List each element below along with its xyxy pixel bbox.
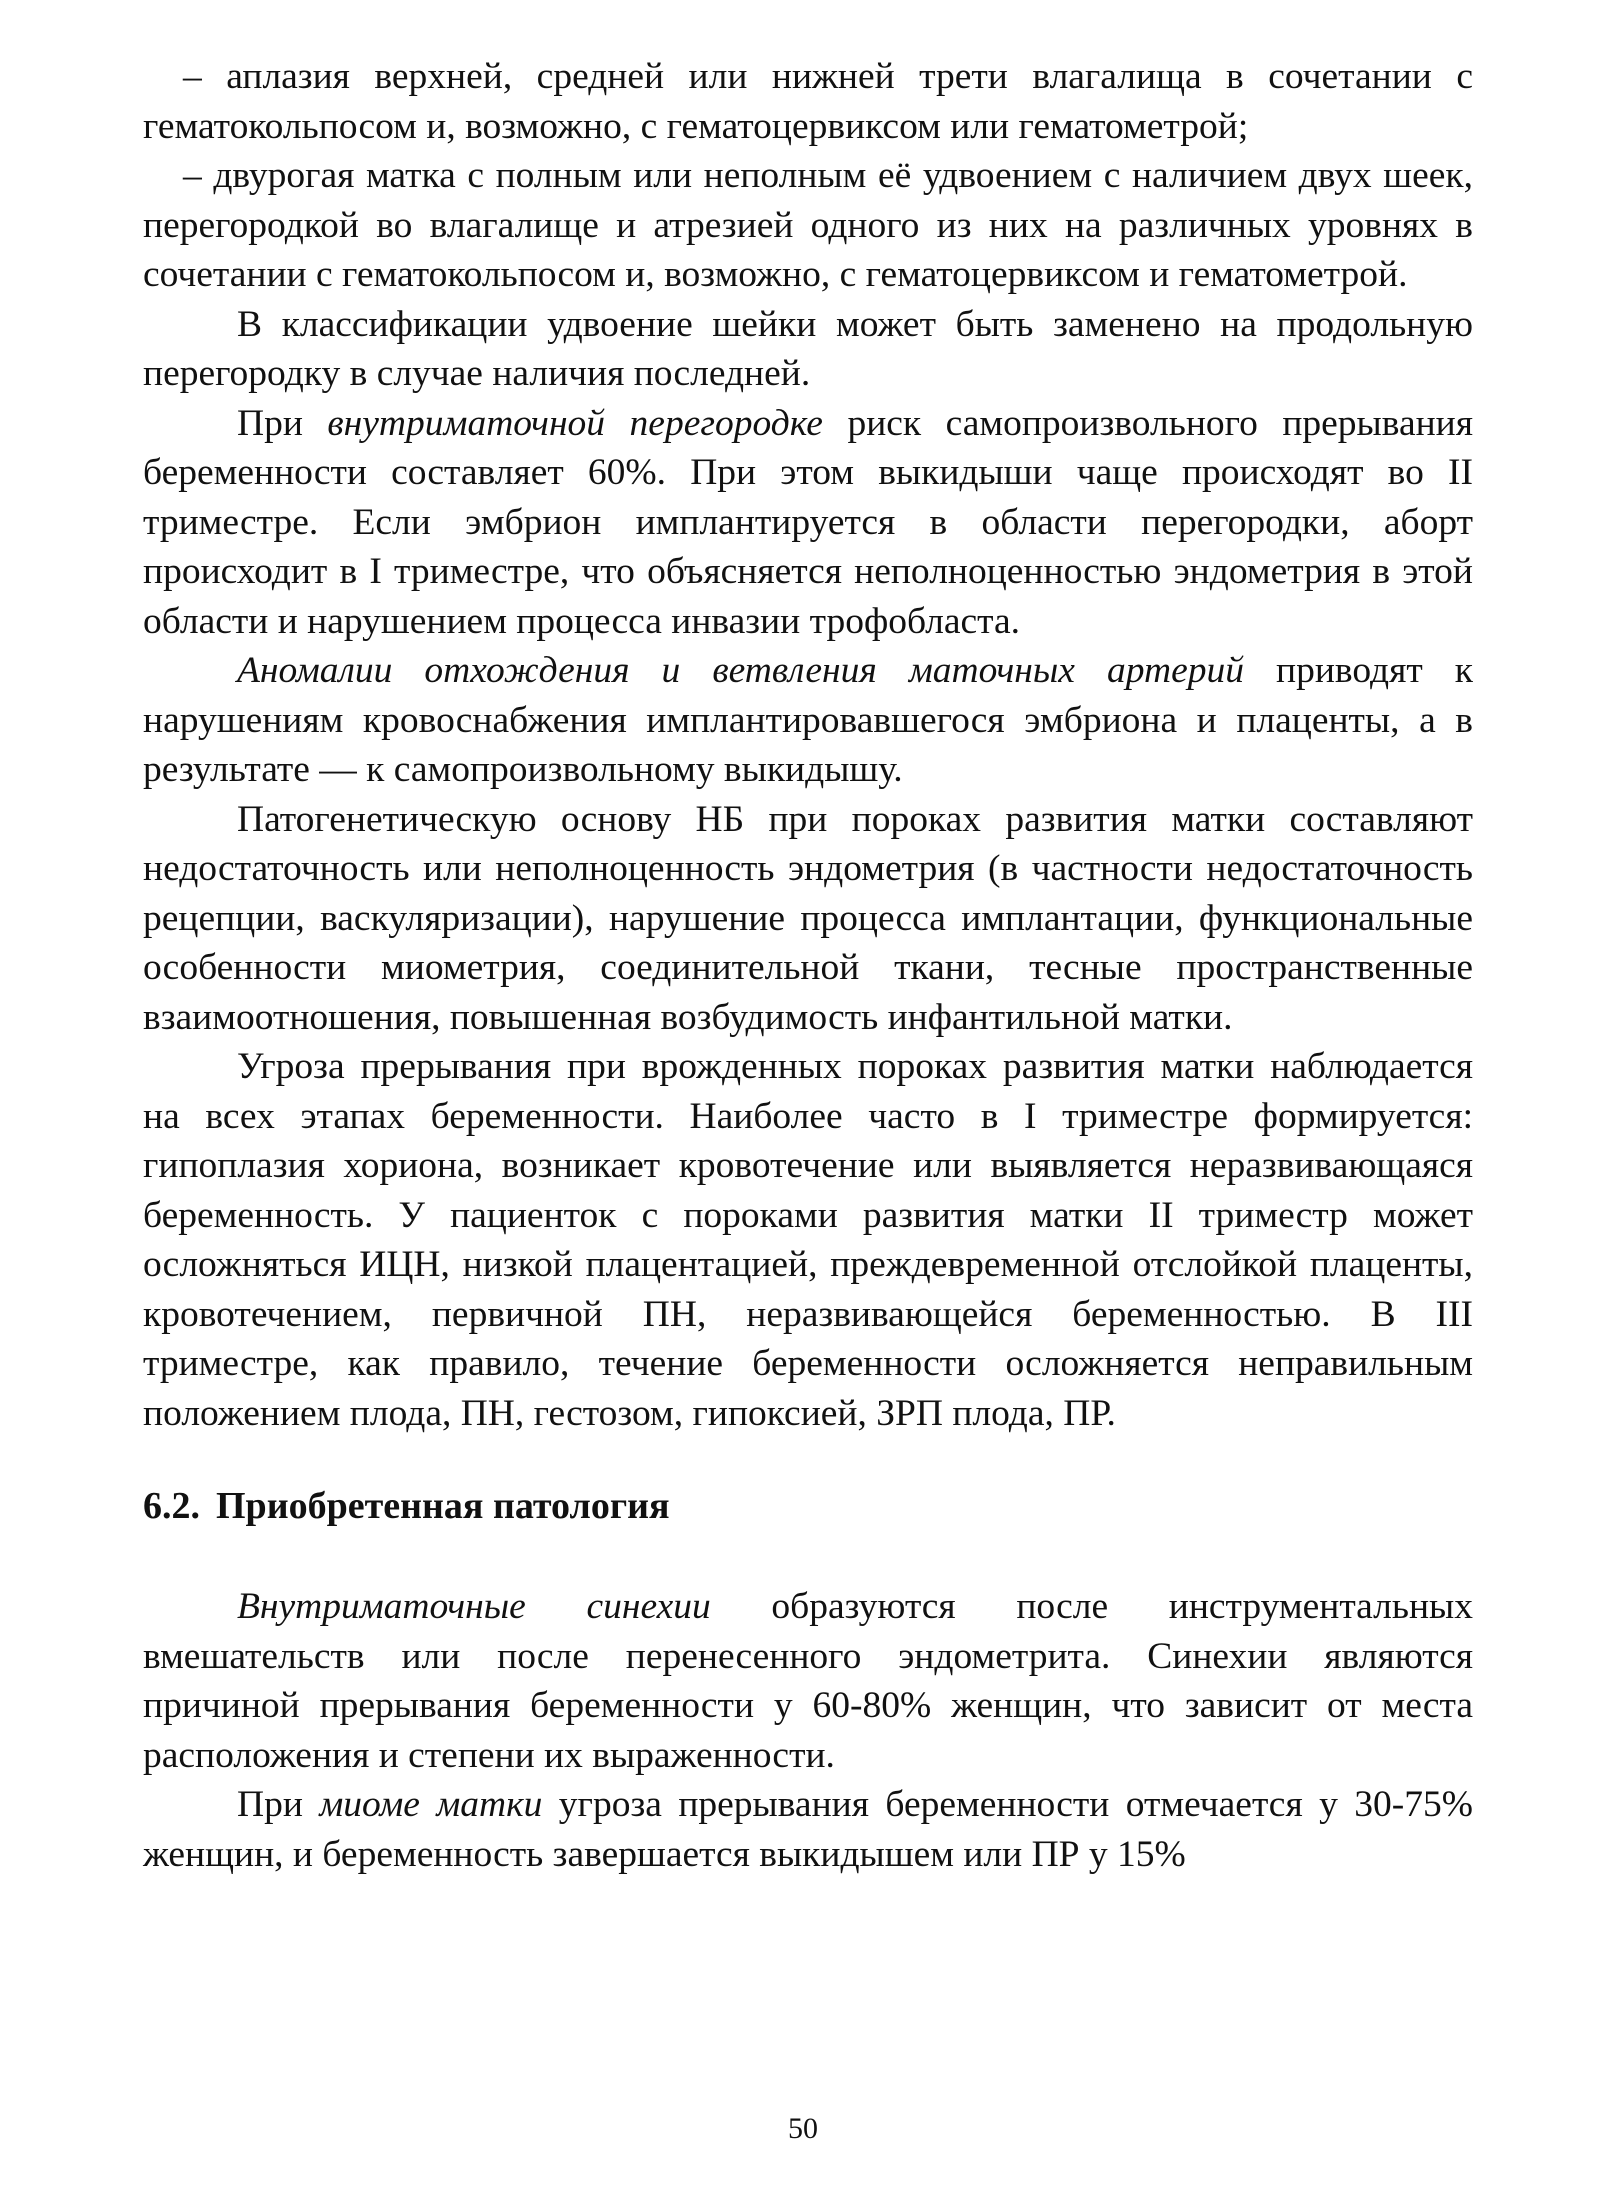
section-title: Приобретенная патология [216,1485,670,1527]
paragraph-text: угроза прерывания беременности отмечается у 30-75% женщин, и беременность завершается выкидышем или ПР у 15% [143,1784,1474,1875]
page-number: 50 [788,2112,818,2145]
paragraph-text: приводят к нарушениям кровоснабжения имплантировавшегося эмбриона и плаценты, а в результате — к самопроизвольному выкидышу. [143,650,1473,790]
section-number: 6.2. [143,1485,200,1527]
paragraph [143,399,1473,647]
paragraph-text: При [237,402,328,444]
section-heading [143,1481,1473,1531]
list-item: – аплазия верхней, средней или нижней трети влагалища в сочетании с гематокольпосом и, возможно, с гематоцервиксом или гематометрой; [143,56,1473,147]
paragraph-text: образуются после инструментальных вмешательств или после перенесенного эндометрита. Синехии являются причиной прерывания беременности у 60-80% женщин, что зависит от места расположения и степени их выраженности. [143,1586,1473,1776]
paragraph: Патогенетическую основу НБ при пороках развития матки составляют недостаточность или неполноценность эндометрия (в частности недостаточность рецепции, васкуляризации), нарушение процесса имплантации, функциональные особенности миометрия, соединительной ткани, тесные пространственные взаимоотношения, повышенная возбудимость инфантильной матки. [143,798,1473,1038]
paragraph [143,646,1473,795]
paragraph [143,1582,1473,1780]
paragraph-text: риск самопроизвольного прерывания беременности составляет 60%. При этом выкидыши чаще происходят во II триместре. Если эмбрион имплантируется в области перегородки, аборт происходит в I триместре, что объясняется неполноценностью эндометрия в этой области и нарушением процесса инвазии трофобласта. [143,402,1473,642]
emphasis-term: миоме матки [319,1784,543,1825]
paragraph: Угроза прерывания при врожденных пороках развития матки наблюдается на всех этапах беременности. Наиболее часто в I триместре формируется: гипоплазия хориона, возникает кровотечение или выявляется неразвивающаяся беременность. У пациенток с пороками развития матки II триместр может осложняться ИЦН, низкой плацентацией, преждевременной отслойкой плаценты, кровотечением, первичной ПН, неразвивающейся беременностью. В III триместре, как правило, течение беременности осложняется неправильным положением плода, ПН, гестозом, гипоксией, ЗРП плода, ПР. [143,1046,1473,1434]
document-page [143,52,1473,1879]
list-item: – двурогая матка с полным или неполным её удвоением с наличием двух шеек, перегородкой во влагалище и атрезией одного из них на различных уровнях в сочетании с гематокольпосом и, возможно, с гематоцервиксом и гематометрой. [143,155,1473,295]
emphasis-term: Внутриматочные синехии [237,1586,711,1627]
emphasis-term: Аномалии отхождения и ветвления маточных артерий [237,650,1244,691]
paragraph-text: При [237,1784,320,1825]
emphasis-term: внутриматочной перегородке [327,402,823,444]
paragraph [143,1780,1473,1879]
paragraph: В классификации удвоение шейки может быть заменено на продольную перегородку в случае наличия последней. [143,303,1473,394]
